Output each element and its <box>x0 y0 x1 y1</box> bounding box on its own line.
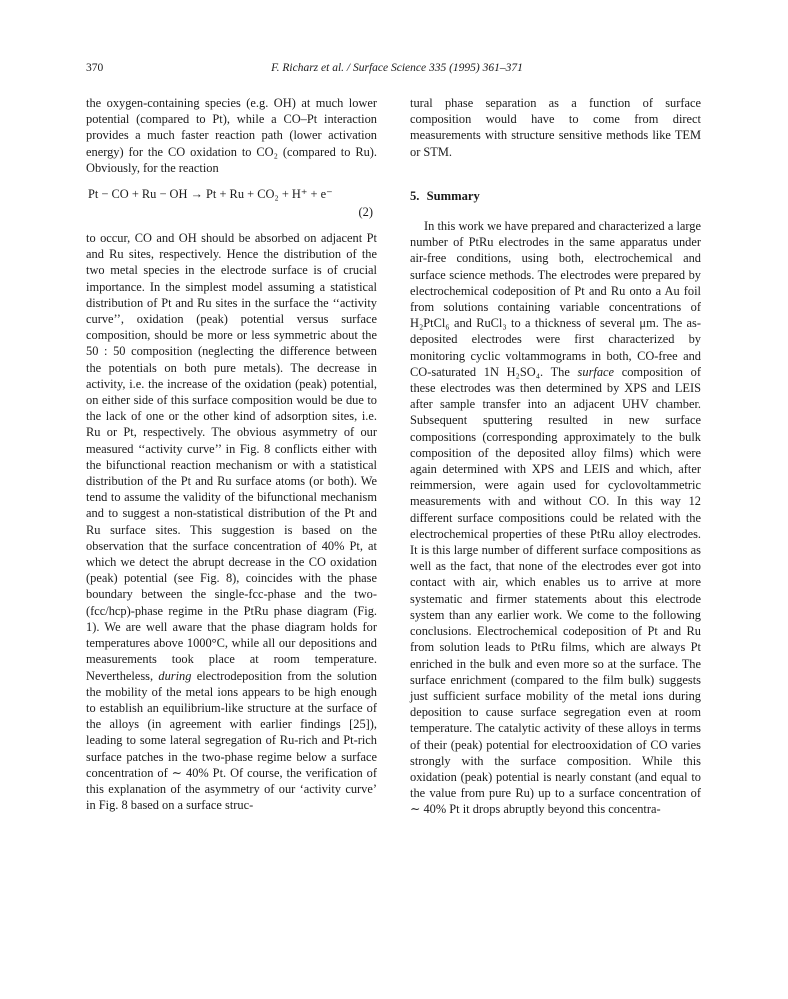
page-number: 370 <box>86 62 104 74</box>
section-heading <box>410 188 701 204</box>
paragraph <box>410 218 701 818</box>
paragraph: tural phase separation as a function of surface composition would have to come from direct measurements with structure sensitive methods like TEM or STM. <box>410 96 701 159</box>
page-header <box>86 62 708 80</box>
equation <box>86 186 377 222</box>
paragraph: the oxygen-containing species (e.g. OH) at much lower potential (compared to Pt), while a CO–Pt interaction provides a much faster reaction path (lower activation energy) for the CO oxidation to CO₂ (compared to Ru). Obviously, for the reaction <box>86 96 377 175</box>
text-run: electrodeposition from the solution the mobility of the metal ions appears to be high enough to establish an equilibrium-like structure at the surface of the alloys (in agreement with earlier findings [25]), leading to some lateral segregation of Ru-rich and Pt-rich surface patches in the two-phase regime below a surface concentration of ∼ 40% Pt. Of course, the verification of this explanation of the asymmetry of our ‘activity curve’ in Fig. 8 based on a surface struc- <box>86 668 377 813</box>
left-column <box>86 95 377 813</box>
section-title: Summary <box>426 188 480 203</box>
equation-number: (2) <box>358 205 373 220</box>
text-run: In this work we have prepared and characterized a large number of PtRu electrodes in the same apparatus under air-free conditions, using both, electrochemical and surface science methods. The electrodes were prepared by electrochemical codeposition of Pt and Ru onto a Au foil from solutions containing variable concentrations of H₂PtCl₆ and RuCl₃ to a thickness of several μm. The as-deposited electrodes were first characterized by monitoring cyclic voltammograms in both, CO-free and CO-saturated 1N H₂SO₄. The <box>410 219 701 379</box>
equation-text: Pt − CO + Ru − OH → Pt + Ru + CO₂ + H⁺ + e⁻ <box>88 187 333 202</box>
running-head: F. Richarz et al. / Surface Science 335 (1995) 361–371 <box>271 62 523 74</box>
paragraph <box>86 230 377 813</box>
text-run: composition of these electrodes was then determined by XPS and LEIS after sample transfer into an adjacent UHV chamber. Subsequent sputtering resulted in new surface compositions (corresponding approximately to the bulk composition of the deposited alloy films) which were again determined with XPS and LEIS and which, after reimmersion, were again used for cyclovoltammetric measurements with and without CO. In this way 12 different surface compositions could be related with the electrochemical properties of these PtRu alloy electrodes. It is this large number of different surface compositions as well as the fact, that none of the electrodes ever got into contact with air, which enables us to arrive at more systematic and firmer statements about this electrode system than any earlier work. We come to the following conclusions. Electrochemical codeposition of Pt and Ru from solution leads to PtRu films, which are always Pt enriched in the bulk and even more so at the surface. The surface enrichment (compared to the film bulk) suggests just sufficient surface mobility of the metal ions during deposition to cause surface segregation even at room temperature. The catalytic activity of these alloys in terms of their (peak) potential for electrooxidation of CO varies strongly with the surface composition. While this oxidation (peak) potential is nearly constant (and equal to the value from pure Ru) up to a surface concentration of ∼ 40% Pt it drops abruptly beyond this concentra- <box>410 364 702 817</box>
emphasis: surface <box>577 364 615 379</box>
right-column <box>410 95 701 818</box>
emphasis: during <box>158 668 192 683</box>
section-number: 5. <box>410 188 420 203</box>
text-run: to occur, CO and OH should be absorbed on adjacent Pt and Ru sites, respectively. Hence the distribution of the two metal species in the electrode surface is of crucial importance. In the simplest model assuming a statistical distribution of Pt and Ru sites in the surface the ‘‘activity curve’’, oxidation (peak) potential versus surface composition, should be more or less symmetric about the 50 : 50 composition (neglecting the difference between the potentials on both pure metals). The decrease in activity, i.e. the increase of the oxidation (peak) potential, on either side of this surface composition would be due to the lack of one or the other kind of adsorption sites, i.e. Ru or Pt, respectively. The obvious asymmetry of our measured ‘‘activity curve’’ in Fig. 8 conflicts either with the bifunctional reaction mechanism or with a statistical distribution of the Pt and Ru surface atoms (or both). We tend to assume the validity of the bifunctional mechanism and to suggest a non-statistical distribution of the Pt and Ru surface sites. This suggestion is based on the observation that the surface concentration of 40% Pt, at which we detect the abrupt decrease in the CO oxidation (peak) potential (see Fig. 8), coincides with the phase boundary between the single-fcc-phase and the two-(fcc/hcp)-phase regime in the PtRu phase diagram (Fig. 1). We are well aware that the phase diagram holds for temperatures above 1000°C, while all our depositions and measurements took place at room temperature. Nevertheless, <box>86 231 377 683</box>
